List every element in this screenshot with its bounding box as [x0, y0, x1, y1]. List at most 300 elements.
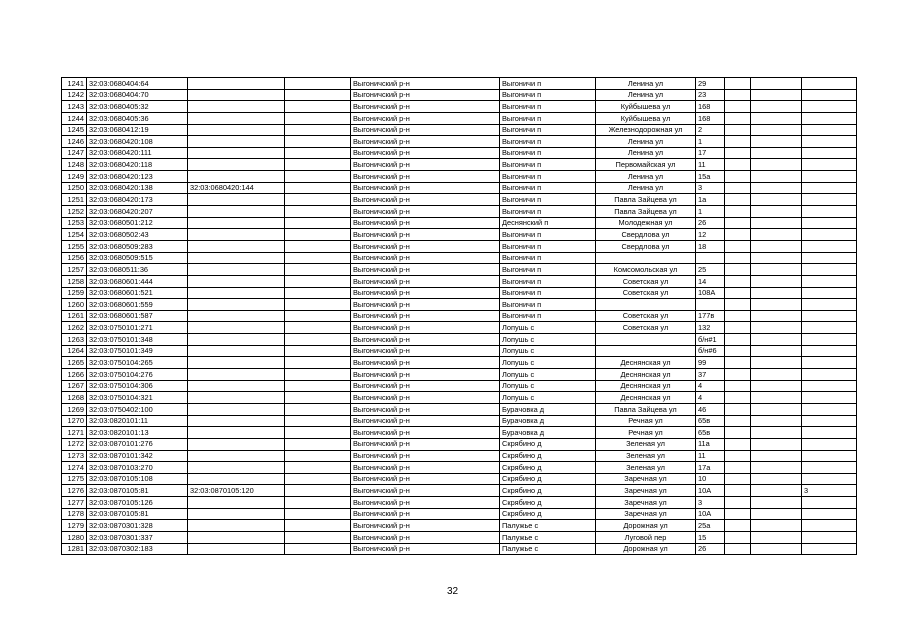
district-cell: Выгоничский р-н	[351, 182, 500, 194]
row-number-cell: 1244	[62, 112, 87, 124]
blank-cell	[285, 508, 351, 520]
settlement-cell: Бурачовка д	[500, 427, 596, 439]
street-cell: Заречная ул	[596, 473, 696, 485]
table-row	[62, 89, 857, 101]
extra-cell-1	[725, 264, 751, 276]
street-cell: Дорожная ул	[596, 520, 696, 532]
extra-cell-1	[725, 543, 751, 555]
related-cadastral-cell: 32:03:0680420:144	[188, 182, 285, 194]
table-row	[62, 322, 857, 334]
extra-cell-1	[725, 485, 751, 497]
blank-cell	[285, 543, 351, 555]
row-number-cell: 1258	[62, 275, 87, 287]
table-row	[62, 485, 857, 497]
table-row	[62, 124, 857, 136]
settlement-cell: Выгоничи п	[500, 89, 596, 101]
district-cell: Выгоничский р-н	[351, 299, 500, 311]
row-number-cell: 1281	[62, 543, 87, 555]
settlement-cell: Скрябино д	[500, 450, 596, 462]
settlement-cell: Выгоничи п	[500, 310, 596, 322]
cadastral-number-cell: 32:03:0680501:212	[87, 217, 188, 229]
table-row	[62, 415, 857, 427]
extra-cell-1	[725, 240, 751, 252]
related-cadastral-cell	[188, 403, 285, 415]
cadastral-number-cell: 32:03:0680420:118	[87, 159, 188, 171]
extra-cell-2	[751, 310, 802, 322]
extra-cell-3	[802, 450, 857, 462]
related-cadastral-cell	[188, 101, 285, 113]
street-cell: Зеленая ул	[596, 438, 696, 450]
district-cell: Выгоничский р-н	[351, 403, 500, 415]
settlement-cell: Палужье с	[500, 543, 596, 555]
row-number-cell: 1274	[62, 462, 87, 474]
house-number-cell: 4	[696, 392, 725, 404]
settlement-cell: Выгоничи п	[500, 124, 596, 136]
district-cell: Выгоничский р-н	[351, 89, 500, 101]
extra-cell-3	[802, 89, 857, 101]
blank-cell	[285, 357, 351, 369]
extra-cell-1	[725, 403, 751, 415]
cadastral-number-cell: 32:03:0750104:276	[87, 369, 188, 381]
registry-table	[61, 77, 857, 555]
district-cell: Выгоничский р-н	[351, 543, 500, 555]
table-row	[62, 369, 857, 381]
house-number-cell: 37	[696, 369, 725, 381]
settlement-cell: Выгоничи п	[500, 136, 596, 148]
street-cell: Свердлова ул	[596, 240, 696, 252]
district-cell: Выгоничский р-н	[351, 78, 500, 90]
related-cadastral-cell	[188, 508, 285, 520]
cadastral-number-cell: 32:03:0750402:100	[87, 403, 188, 415]
house-number-cell: 17а	[696, 462, 725, 474]
street-cell: Куйбышева ул	[596, 101, 696, 113]
cadastral-number-cell: 32:03:0680405:36	[87, 112, 188, 124]
house-number-cell: 132	[696, 322, 725, 334]
extra-cell-3	[802, 415, 857, 427]
extra-cell-3	[802, 124, 857, 136]
extra-cell-2	[751, 89, 802, 101]
cadastral-number-cell: 32:03:0870301:328	[87, 520, 188, 532]
row-number-cell: 1260	[62, 299, 87, 311]
extra-cell-1	[725, 147, 751, 159]
settlement-cell: Скрябино д	[500, 438, 596, 450]
table-row	[62, 101, 857, 113]
extra-cell-3	[802, 473, 857, 485]
related-cadastral-cell	[188, 264, 285, 276]
district-cell: Выгоничский р-н	[351, 264, 500, 276]
table-row	[62, 427, 857, 439]
blank-cell	[285, 171, 351, 183]
extra-cell-2	[751, 101, 802, 113]
row-number-cell: 1275	[62, 473, 87, 485]
extra-cell-3	[802, 334, 857, 346]
related-cadastral-cell	[188, 124, 285, 136]
extra-cell-1	[725, 182, 751, 194]
related-cadastral-cell	[188, 229, 285, 241]
table-row	[62, 450, 857, 462]
extra-cell-1	[725, 217, 751, 229]
house-number-cell: 25а	[696, 520, 725, 532]
extra-cell-1	[725, 275, 751, 287]
row-number-cell: 1271	[62, 427, 87, 439]
extra-cell-1	[725, 357, 751, 369]
related-cadastral-cell	[188, 497, 285, 509]
table-row	[62, 217, 857, 229]
street-cell: Ленина ул	[596, 78, 696, 90]
cadastral-number-cell: 32:03:0680601:521	[87, 287, 188, 299]
settlement-cell: Скрябино д	[500, 497, 596, 509]
house-number-cell: 1	[696, 206, 725, 218]
settlement-cell: Скрябино д	[500, 462, 596, 474]
cadastral-number-cell: 32:03:0870105:81	[87, 508, 188, 520]
street-cell: Деснянская ул	[596, 392, 696, 404]
district-cell: Выгоничский р-н	[351, 252, 500, 264]
related-cadastral-cell: 32:03:0870105:120	[188, 485, 285, 497]
extra-cell-3: 3	[802, 485, 857, 497]
street-cell: Деснянская ул	[596, 380, 696, 392]
extra-cell-1	[725, 287, 751, 299]
cadastral-number-cell: 32:03:0680405:32	[87, 101, 188, 113]
district-cell: Выгоничский р-н	[351, 369, 500, 381]
cadastral-number-cell: 32:03:0870103:270	[87, 462, 188, 474]
district-cell: Выгоничский р-н	[351, 101, 500, 113]
extra-cell-2	[751, 380, 802, 392]
page-number: 32	[446, 586, 459, 597]
extra-cell-2	[751, 182, 802, 194]
row-number-cell: 1266	[62, 369, 87, 381]
blank-cell	[285, 89, 351, 101]
row-number-cell: 1272	[62, 438, 87, 450]
blank-cell	[285, 252, 351, 264]
blank-cell	[285, 380, 351, 392]
extra-cell-1	[725, 171, 751, 183]
district-cell: Выгоничский р-н	[351, 310, 500, 322]
house-number-cell: 23	[696, 89, 725, 101]
house-number-cell: 15	[696, 531, 725, 543]
row-number-cell: 1280	[62, 531, 87, 543]
street-cell: Павла Зайцева ул	[596, 403, 696, 415]
related-cadastral-cell	[188, 380, 285, 392]
row-number-cell: 1259	[62, 287, 87, 299]
district-cell: Выгоничский р-н	[351, 531, 500, 543]
extra-cell-1	[725, 206, 751, 218]
district-cell: Выгоничский р-н	[351, 240, 500, 252]
table-row	[62, 159, 857, 171]
blank-cell	[285, 485, 351, 497]
extra-cell-3	[802, 194, 857, 206]
settlement-cell: Скрябино д	[500, 473, 596, 485]
extra-cell-1	[725, 101, 751, 113]
related-cadastral-cell	[188, 275, 285, 287]
table-row	[62, 147, 857, 159]
blank-cell	[285, 229, 351, 241]
district-cell: Выгоничский р-н	[351, 380, 500, 392]
house-number-cell: 2	[696, 124, 725, 136]
extra-cell-3	[802, 520, 857, 532]
table-row	[62, 403, 857, 415]
settlement-cell: Лопушь с	[500, 380, 596, 392]
extra-cell-3	[802, 508, 857, 520]
extra-cell-2	[751, 485, 802, 497]
house-number-cell: 3	[696, 182, 725, 194]
cadastral-number-cell: 32:03:0680420:108	[87, 136, 188, 148]
cadastral-number-cell: 32:03:0750104:265	[87, 357, 188, 369]
settlement-cell: Палужье с	[500, 531, 596, 543]
house-number-cell: 14	[696, 275, 725, 287]
extra-cell-3	[802, 543, 857, 555]
house-number-cell: 168	[696, 101, 725, 113]
settlement-cell: Лопушь с	[500, 392, 596, 404]
table-row	[62, 543, 857, 555]
cadastral-number-cell: 32:03:0750101:348	[87, 334, 188, 346]
street-cell: Заречная ул	[596, 508, 696, 520]
related-cadastral-cell	[188, 438, 285, 450]
blank-cell	[285, 299, 351, 311]
table-row	[62, 171, 857, 183]
street-cell: Железнодорожная ул	[596, 124, 696, 136]
row-number-cell: 1243	[62, 101, 87, 113]
related-cadastral-cell	[188, 78, 285, 90]
extra-cell-1	[725, 520, 751, 532]
blank-cell	[285, 415, 351, 427]
table-row	[62, 240, 857, 252]
district-cell: Выгоничский р-н	[351, 136, 500, 148]
blank-cell	[285, 217, 351, 229]
extra-cell-3	[802, 403, 857, 415]
district-cell: Выгоничский р-н	[351, 345, 500, 357]
house-number-cell: 11	[696, 450, 725, 462]
extra-cell-1	[725, 159, 751, 171]
cadastral-number-cell: 32:03:0750101:349	[87, 345, 188, 357]
street-cell: Первомайская ул	[596, 159, 696, 171]
table-row	[62, 182, 857, 194]
street-cell: Заречная ул	[596, 485, 696, 497]
blank-cell	[285, 345, 351, 357]
table-row	[62, 264, 857, 276]
extra-cell-3	[802, 427, 857, 439]
table-row	[62, 287, 857, 299]
cadastral-number-cell: 32:03:0680502:43	[87, 229, 188, 241]
related-cadastral-cell	[188, 543, 285, 555]
cadastral-number-cell: 32:03:0870105:108	[87, 473, 188, 485]
extra-cell-3	[802, 287, 857, 299]
extra-cell-2	[751, 531, 802, 543]
house-number-cell: 10А	[696, 485, 725, 497]
extra-cell-3	[802, 310, 857, 322]
settlement-cell: Выгоничи п	[500, 147, 596, 159]
house-number-cell: 18	[696, 240, 725, 252]
street-cell: Советская ул	[596, 287, 696, 299]
district-cell: Выгоничский р-н	[351, 357, 500, 369]
extra-cell-2	[751, 322, 802, 334]
house-number-cell: 11	[696, 159, 725, 171]
extra-cell-1	[725, 194, 751, 206]
blank-cell	[285, 159, 351, 171]
row-number-cell: 1262	[62, 322, 87, 334]
extra-cell-1	[725, 450, 751, 462]
house-number-cell: 10	[696, 473, 725, 485]
house-number-cell: 46	[696, 403, 725, 415]
house-number-cell: 177в	[696, 310, 725, 322]
extra-cell-1	[725, 427, 751, 439]
table-row	[62, 229, 857, 241]
district-cell: Выгоничский р-н	[351, 124, 500, 136]
cadastral-number-cell: 32:03:0870105:81	[87, 485, 188, 497]
house-number-cell: 168	[696, 112, 725, 124]
house-number-cell: 29	[696, 78, 725, 90]
cadastral-number-cell: 32:03:0750101:271	[87, 322, 188, 334]
street-cell: Зеленая ул	[596, 462, 696, 474]
street-cell: Советская ул	[596, 322, 696, 334]
row-number-cell: 1253	[62, 217, 87, 229]
related-cadastral-cell	[188, 357, 285, 369]
street-cell: Деснянская ул	[596, 357, 696, 369]
related-cadastral-cell	[188, 171, 285, 183]
related-cadastral-cell	[188, 240, 285, 252]
related-cadastral-cell	[188, 462, 285, 474]
row-number-cell: 1278	[62, 508, 87, 520]
district-cell: Выгоничский р-н	[351, 287, 500, 299]
extra-cell-1	[725, 89, 751, 101]
extra-cell-2	[751, 240, 802, 252]
extra-cell-1	[725, 497, 751, 509]
related-cadastral-cell	[188, 473, 285, 485]
cadastral-number-cell: 32:03:0680601:587	[87, 310, 188, 322]
related-cadastral-cell	[188, 310, 285, 322]
extra-cell-2	[751, 229, 802, 241]
blank-cell	[285, 438, 351, 450]
street-cell: Ленина ул	[596, 147, 696, 159]
house-number-cell: 11а	[696, 438, 725, 450]
settlement-cell: Выгоничи п	[500, 287, 596, 299]
blank-cell	[285, 78, 351, 90]
settlement-cell: Скрябино д	[500, 508, 596, 520]
settlement-cell: Выгоничи п	[500, 112, 596, 124]
related-cadastral-cell	[188, 217, 285, 229]
cadastral-number-cell: 32:03:0680601:444	[87, 275, 188, 287]
extra-cell-2	[751, 194, 802, 206]
row-number-cell: 1265	[62, 357, 87, 369]
street-cell: Павла Зайцева ул	[596, 206, 696, 218]
district-cell: Выгоничский р-н	[351, 334, 500, 346]
blank-cell	[285, 531, 351, 543]
house-number-cell: 15а	[696, 171, 725, 183]
blank-cell	[285, 392, 351, 404]
table-row	[62, 194, 857, 206]
district-cell: Выгоничский р-н	[351, 508, 500, 520]
district-cell: Выгоничский р-н	[351, 392, 500, 404]
settlement-cell: Выгоничи п	[500, 299, 596, 311]
settlement-cell: Выгоничи п	[500, 101, 596, 113]
settlement-cell: Выгоничи п	[500, 194, 596, 206]
row-number-cell: 1276	[62, 485, 87, 497]
district-cell: Выгоничский р-н	[351, 159, 500, 171]
extra-cell-2	[751, 462, 802, 474]
settlement-cell: Лопушь с	[500, 345, 596, 357]
table-row	[62, 380, 857, 392]
extra-cell-2	[751, 287, 802, 299]
blank-cell	[285, 147, 351, 159]
blank-cell	[285, 450, 351, 462]
extra-cell-3	[802, 182, 857, 194]
extra-cell-2	[751, 357, 802, 369]
row-number-cell: 1263	[62, 334, 87, 346]
extra-cell-1	[725, 136, 751, 148]
district-cell: Выгоничский р-н	[351, 427, 500, 439]
blank-cell	[285, 124, 351, 136]
extra-cell-2	[751, 473, 802, 485]
cadastral-number-cell: 32:03:0680420:173	[87, 194, 188, 206]
cadastral-number-cell: 32:03:0820101:11	[87, 415, 188, 427]
extra-cell-1	[725, 322, 751, 334]
district-cell: Выгоничский р-н	[351, 171, 500, 183]
row-number-cell: 1277	[62, 497, 87, 509]
row-number-cell: 1252	[62, 206, 87, 218]
extra-cell-3	[802, 78, 857, 90]
street-cell: Комсомольская ул	[596, 264, 696, 276]
house-number-cell: 17	[696, 147, 725, 159]
cadastral-number-cell: 32:03:0680404:70	[87, 89, 188, 101]
settlement-cell: Выгоничи п	[500, 182, 596, 194]
blank-cell	[285, 136, 351, 148]
street-cell: Речная ул	[596, 427, 696, 439]
extra-cell-2	[751, 345, 802, 357]
extra-cell-2	[751, 159, 802, 171]
extra-cell-1	[725, 229, 751, 241]
cadastral-number-cell: 32:03:0820101:13	[87, 427, 188, 439]
house-number-cell: б/н#6	[696, 345, 725, 357]
extra-cell-3	[802, 357, 857, 369]
extra-cell-2	[751, 136, 802, 148]
street-cell	[596, 299, 696, 311]
settlement-cell: Лопушь с	[500, 334, 596, 346]
table-row	[62, 78, 857, 90]
related-cadastral-cell	[188, 89, 285, 101]
extra-cell-3	[802, 240, 857, 252]
blank-cell	[285, 101, 351, 113]
street-cell: Дорожная ул	[596, 543, 696, 555]
related-cadastral-cell	[188, 520, 285, 532]
related-cadastral-cell	[188, 147, 285, 159]
cadastral-number-cell: 32:03:0870302:183	[87, 543, 188, 555]
table-row	[62, 299, 857, 311]
row-number-cell: 1254	[62, 229, 87, 241]
extra-cell-2	[751, 217, 802, 229]
street-cell: Луговой пер	[596, 531, 696, 543]
cadastral-number-cell: 32:03:0680601:559	[87, 299, 188, 311]
extra-cell-3	[802, 101, 857, 113]
cadastral-number-cell: 32:03:0680511:36	[87, 264, 188, 276]
extra-cell-1	[725, 299, 751, 311]
extra-cell-2	[751, 427, 802, 439]
street-cell: Речная ул	[596, 415, 696, 427]
extra-cell-2	[751, 392, 802, 404]
street-cell: Куйбышева ул	[596, 112, 696, 124]
settlement-cell: Выгоничи п	[500, 206, 596, 218]
street-cell	[596, 334, 696, 346]
settlement-cell: Бурачовка д	[500, 415, 596, 427]
row-number-cell: 1245	[62, 124, 87, 136]
district-cell: Выгоничский р-н	[351, 206, 500, 218]
table-row	[62, 531, 857, 543]
row-number-cell: 1249	[62, 171, 87, 183]
table-row	[62, 473, 857, 485]
house-number-cell: 1	[696, 136, 725, 148]
blank-cell	[285, 182, 351, 194]
street-cell: Ленина ул	[596, 182, 696, 194]
related-cadastral-cell	[188, 159, 285, 171]
extra-cell-1	[725, 531, 751, 543]
